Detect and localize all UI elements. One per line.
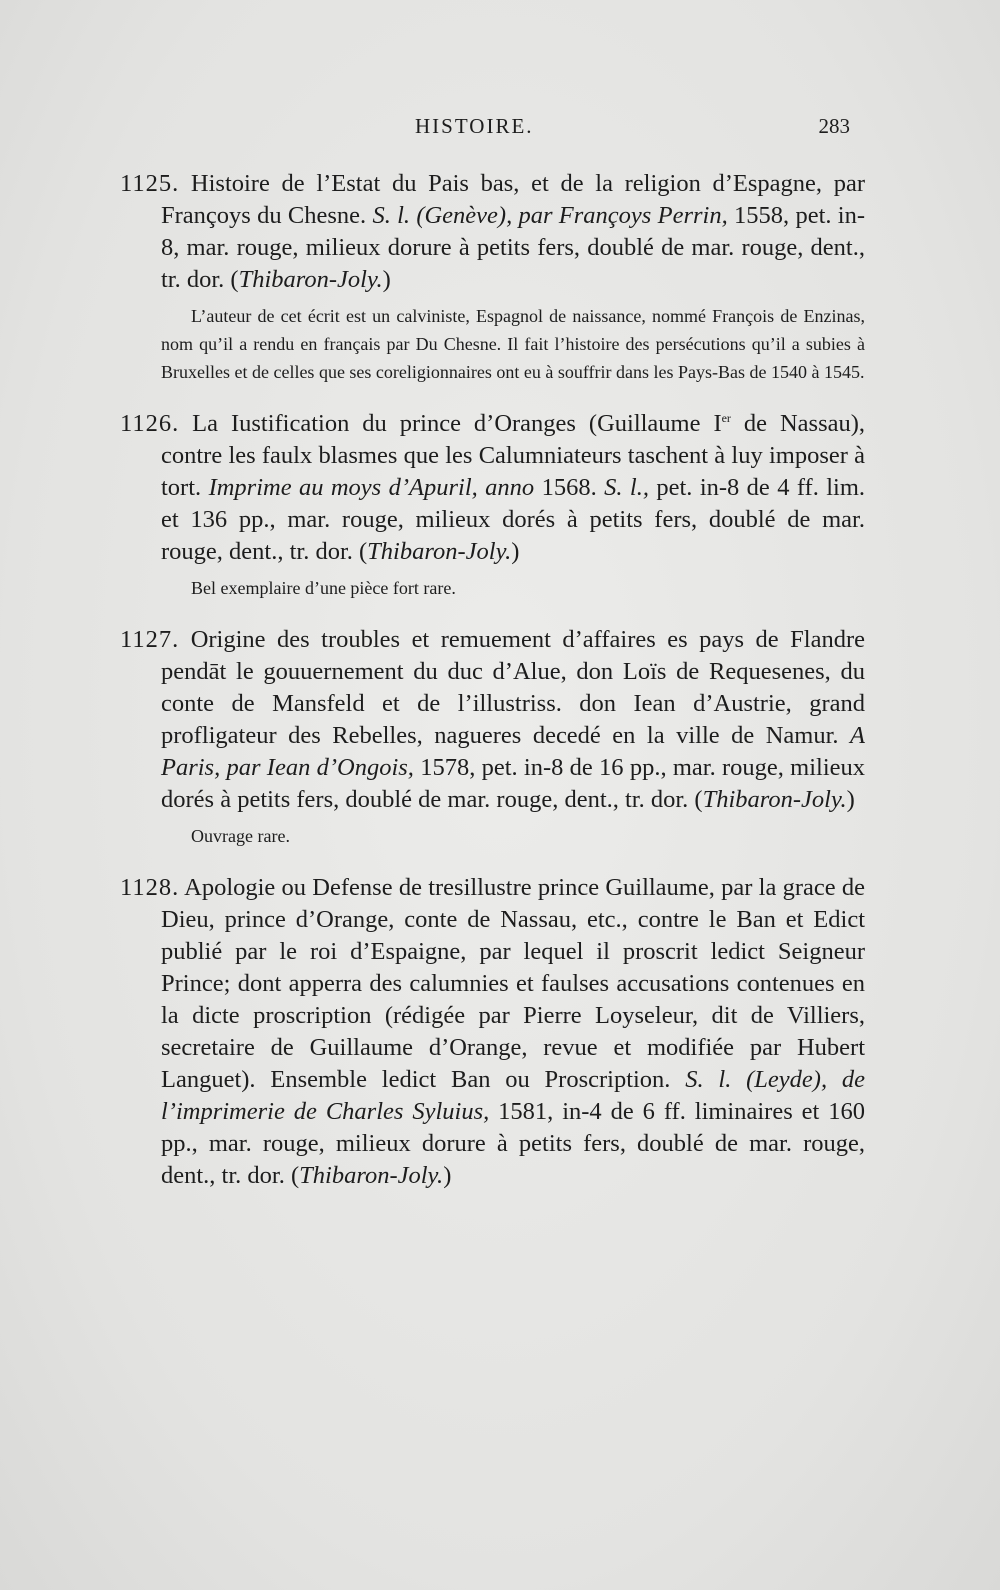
entry-year: 1568. bbox=[541, 474, 597, 501]
entry-collation: 1578, pet. in-8 de 16 pp., mar. rouge, milieux dorés à petits fers, doublé de mar. rouge, dent., tr. dor. ( bbox=[161, 754, 866, 813]
catalogue-entry-1127 bbox=[120, 624, 865, 850]
entry-title: La Iustification du prince d’Oranges (Guillaume I bbox=[192, 410, 722, 437]
entry-provenance: Thibaron-Joly. bbox=[238, 266, 383, 293]
entry-title: Apologie ou Defense de tresillustre prince Guillaume, par la grace de Dieu, prince d’Orange, conte de Nassau, etc., contre le Ban et Edict publié par le roi d’Espaigne, par lequel il proscrit ledict Seigneur Prince; dont apperra des calumnies et faulses accusations contenues en la dicte proscription (rédigée par Pierre Loyseleur, dit de Villiers, secretaire de Guillaume d’Orange, revue et modifiée par Hubert Languet). Ensemble ledict Ban ou Proscription. bbox=[161, 874, 865, 1093]
entry-number: 1128. bbox=[120, 874, 180, 901]
entry-description bbox=[120, 624, 865, 816]
entry-collation: 1558, pet. in-8, mar. rouge, milieux dorure à petits fers, doublé de mar. rouge, dent., tr. dor. ( bbox=[161, 202, 866, 293]
entry-closing: ) bbox=[443, 1162, 452, 1189]
catalogue-entry-1125 bbox=[120, 168, 865, 386]
entry-closing: ) bbox=[511, 538, 520, 565]
entry-title: Histoire de l’Estat du Pais bas, et de la religion d’Espagne, par Françoys du Chesne. bbox=[161, 170, 866, 229]
entry-provenance: Thibaron-Joly. bbox=[299, 1162, 444, 1189]
entry-imprint-place: S. l., bbox=[604, 474, 649, 501]
running-title: HISTOIRE. bbox=[415, 114, 534, 138]
catalogue-entry-1128 bbox=[120, 872, 865, 1192]
entry-imprint: Imprime au moys d’Apuril, anno bbox=[208, 474, 535, 501]
entry-number: 1127. bbox=[120, 626, 180, 653]
entry-collation: 1581, in-4 de 6 ff. liminaires et 160 pp., mar. rouge, milieux dorure à petits fers, doublé de mar. rouge, dent., tr. dor. ( bbox=[161, 1098, 866, 1189]
entry-closing: ) bbox=[382, 266, 391, 293]
entry-closing: ) bbox=[846, 786, 855, 813]
entry-provenance: Thibaron-Joly. bbox=[367, 538, 512, 565]
entry-collation: pet. in-8 de 4 ff. lim. et 136 pp., mar. rouge, milieux dorés à petits fers, doublé de mar. rouge, dent., tr. dor. ( bbox=[161, 474, 866, 565]
catalogue-entries bbox=[120, 168, 865, 1214]
entry-title-cont: de Nassau), contre les faulx blasmes que les Calumniateurs taschent à luy imposer à tort. bbox=[161, 410, 866, 501]
entry-number: 1125. bbox=[120, 170, 180, 197]
entry-imprint: A Paris, par Iean d’Ongois, bbox=[161, 722, 866, 781]
entry-note: Ouvrage rare. bbox=[191, 826, 290, 846]
entry-description bbox=[120, 168, 865, 296]
entry-title: Origine des troubles et remuement d’affaires es pays de Flandre pendāt le gouuernement du duc d’Alue, don Loïs de Requesenes, du conte de Mansfeld et de l’illustriss. don Iean d’Austrie, grand profligateur des Rebelles, nagueres decedé en la ville de Namur. bbox=[161, 626, 865, 749]
page-header bbox=[120, 114, 850, 144]
entry-provenance: Thibaron-Joly. bbox=[702, 786, 847, 813]
entry-note: Bel exemplaire d’une pièce fort rare. bbox=[191, 578, 456, 598]
page-number: 283 bbox=[818, 114, 850, 138]
entry-number: 1126. bbox=[120, 410, 180, 437]
entry-note: L’auteur de cet écrit est un calviniste, Espagnol de naissance, nommé François de Enzinas, nom qu’il a rendu en français par Du Chesne. Il fait l’histoire des persécutions qu’il a subies à Bruxelles et de celles que ses coreligionnaires ont eu à souffrir dans les Pays-Bas de 1540 à 1545. bbox=[161, 306, 865, 382]
entry-superscript: er bbox=[721, 411, 731, 425]
entry-description bbox=[120, 872, 865, 1192]
catalogue-entry-1126 bbox=[120, 408, 865, 602]
entry-imprint: S. l. (Genève), par Françoys Perrin, bbox=[372, 202, 728, 229]
entry-description bbox=[120, 408, 865, 568]
entry-imprint: S. l. (Leyde), de l’imprimerie de Charles Syluius, bbox=[161, 1066, 865, 1125]
